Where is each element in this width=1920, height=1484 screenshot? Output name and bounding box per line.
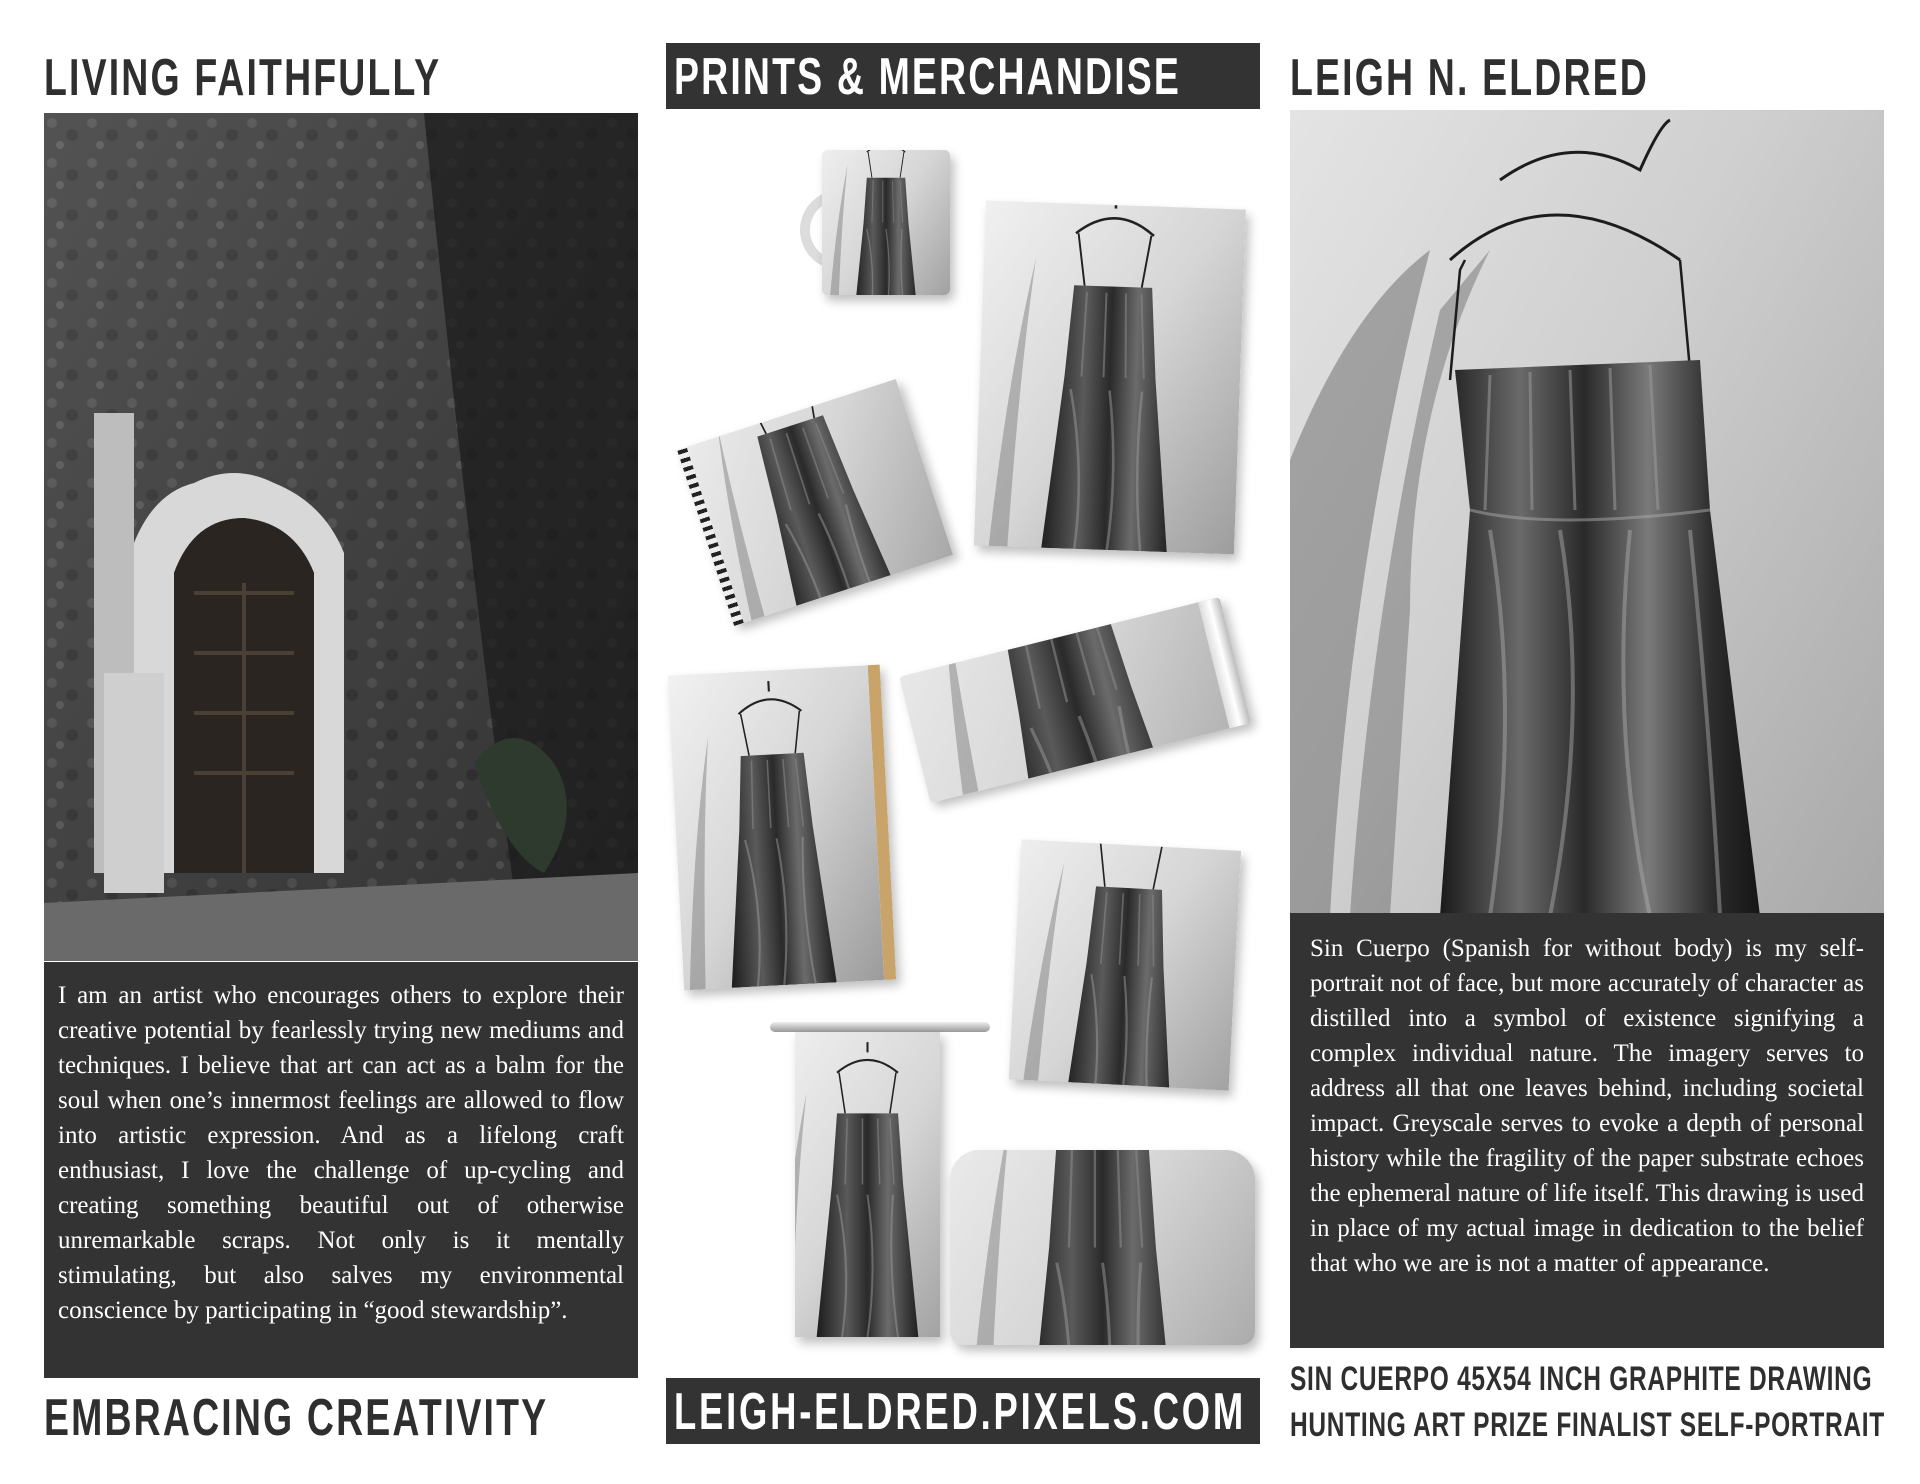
dress-artwork-icon bbox=[1290, 110, 1884, 916]
dress-artwork-icon bbox=[899, 597, 1251, 803]
living-faithfully-heading: LIVING FAITHFULLY bbox=[44, 49, 442, 107]
sin-cuerpo-drawing bbox=[1290, 110, 1884, 916]
artwork-caption-line2: HUNTING ART PRIZE FINALIST SELF-PORTRAIT bbox=[1290, 1406, 1885, 1444]
metal-print-product[interactable] bbox=[1009, 839, 1241, 1090]
artist-name-heading: LEIGH N. ELDRED bbox=[1290, 49, 1649, 107]
embracing-creativity-heading: EMBRACING CREATIVITY bbox=[44, 1389, 549, 1447]
dress-artwork-icon bbox=[795, 1032, 940, 1337]
throw-pillow-product[interactable] bbox=[950, 1150, 1255, 1345]
prints-merchandise-banner bbox=[666, 43, 1260, 109]
dress-artwork-icon bbox=[1009, 839, 1241, 1090]
yoga-mat-product[interactable] bbox=[899, 597, 1251, 803]
artwork-description-box bbox=[1290, 913, 1884, 1348]
dress-artwork-icon bbox=[668, 665, 884, 990]
wood-print-product[interactable] bbox=[668, 665, 896, 991]
website-url-text[interactable]: LEIGH-ELDRED.PIXELS.COM bbox=[674, 1383, 1247, 1441]
dress-artwork-icon bbox=[974, 201, 1246, 555]
mission-doorway-illustration bbox=[44, 113, 638, 961]
spiral-notebook-product[interactable] bbox=[677, 379, 953, 626]
mug-product[interactable] bbox=[800, 150, 950, 295]
dress-artwork-icon bbox=[677, 379, 953, 626]
website-url-banner[interactable] bbox=[666, 1378, 1260, 1444]
artwork-description-text: Sin Cuerpo (Spanish for without body) is my self-portrait not of face, but more accurately of character as distilled into a symbol of existence signifying a complex individual nature. The imagery serves to address all that one leaves behind, including societal impact. Greyscale serves to evoke a depth of personal history while the fragility of the paper substrate echoes the ephemeral nature of life itself. This drawing is used in place of my actual image in dedication to the belief that who we are is not a matter of appearance. bbox=[1310, 935, 1864, 1277]
mission-doorway-photo bbox=[44, 113, 638, 961]
dress-artwork-icon bbox=[822, 150, 950, 295]
canvas-print-product[interactable] bbox=[974, 201, 1246, 555]
artist-bio-box bbox=[44, 962, 638, 1378]
towel-rod bbox=[770, 1022, 990, 1032]
dress-artwork-icon bbox=[950, 1150, 1255, 1345]
artwork-caption-line1: SIN CUERPO 45X54 INCH GRAPHITE DRAWING bbox=[1290, 1360, 1873, 1398]
bath-towel-product[interactable] bbox=[795, 1032, 940, 1337]
artist-bio-text: I am an artist who encourages others to explore their creative potential by fearlessly trying new mediums and techniques. I believe that art can act as a balm for the soul when one’s innermost feelings are allowed to flow into artistic expression. And as a lifelong craft enthusiast, I love the challenge of up-cycling and creating something beautiful out of otherwise unremarkable scraps. Not only is it mentally stimulating, but also salves my environmental conscience by participating in “good stewardship”. bbox=[58, 982, 624, 1324]
prints-merchandise-heading: PRINTS & MERCHANDISE bbox=[674, 48, 1182, 106]
